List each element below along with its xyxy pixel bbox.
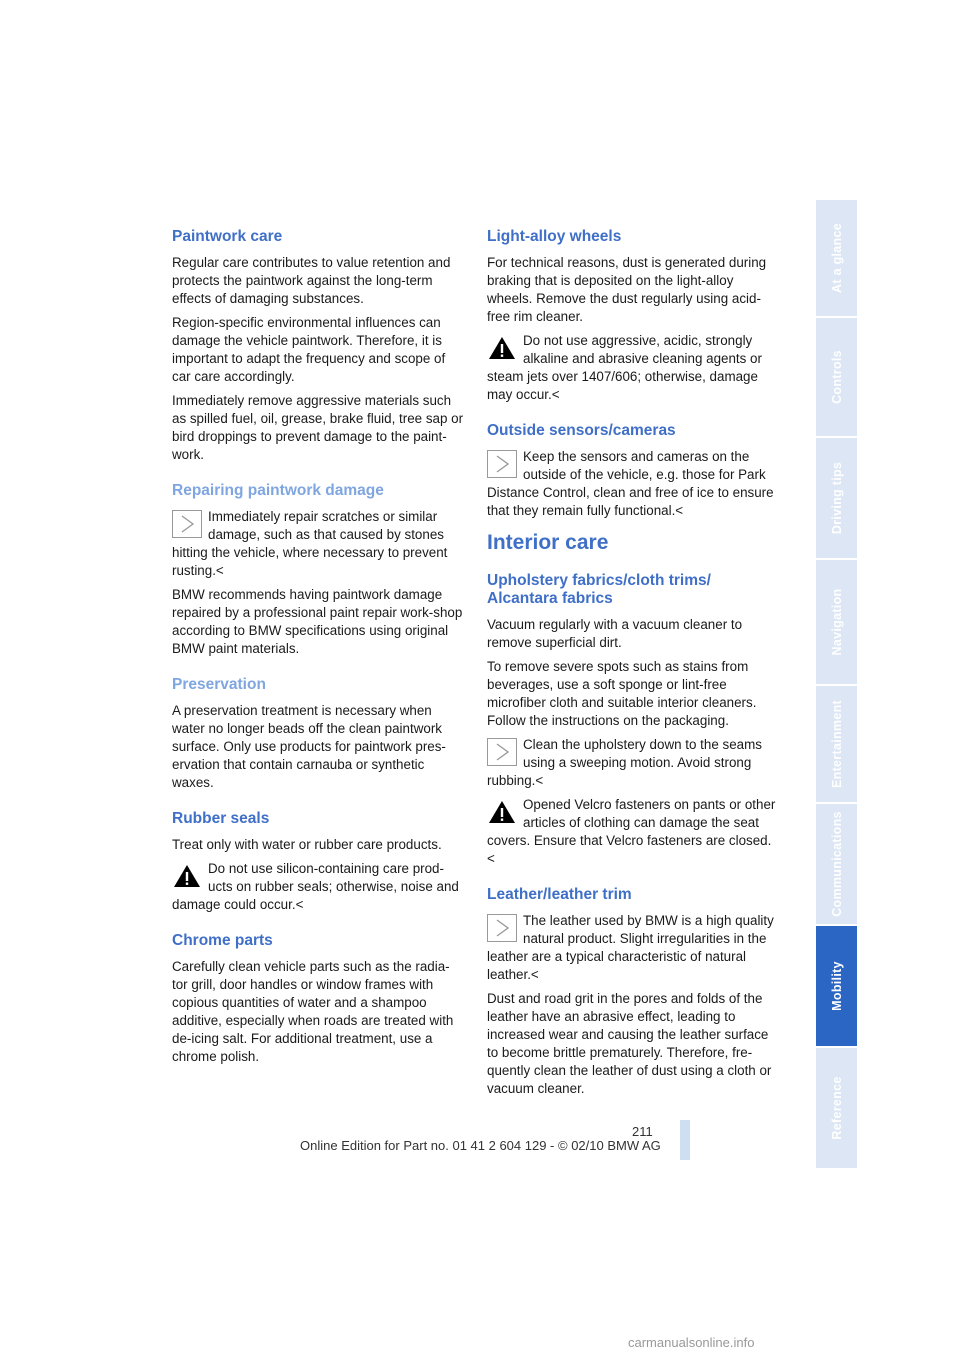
upholstery-note <box>487 736 779 790</box>
interior-care-heading: Interior care <box>487 531 609 554</box>
outside-sensors-heading: Outside sensors/cameras <box>487 422 676 439</box>
tab-at-a-glance[interactable]: At a glance <box>816 198 857 316</box>
upholstery-paragraph-2: To remove severe spots such as stains from beverages, use a soft sponge or lint-free microfiber cloth and suitable interior cleaners. Follow the instructions on the packaging. <box>487 659 757 728</box>
upholstery-note-text: Clean the upholstery down to the seams using a sweeping motion. Avoid strong rubbing.< <box>487 737 762 788</box>
light-alloy-wheels-heading: Light-alloy wheels <box>487 228 622 245</box>
tab-communications[interactable]: Communications <box>816 802 857 924</box>
wheels-warning-text: Do not use aggressive, acidic, strongly alkaline and abrasive cleaning agents or steam jets over 1407/606; otherwise, damage may occur.< <box>487 333 762 402</box>
wheels-warning <box>487 332 779 404</box>
tab-navigation[interactable]: Navigation <box>816 558 857 684</box>
preservation-paragraph: A preservation treatment is necessary when water no longer beads off the clean paintwork surface. Only use products for paintwork pres-ervation that contain carnauba or synthetic waxes. <box>172 703 446 790</box>
warning-triangle-icon <box>172 862 202 890</box>
velcro-warning <box>487 796 779 868</box>
footer-edition: Online Edition for Part no. 01 41 2 604 129 - © 02/10 BMW AG <box>300 1138 661 1153</box>
chapter-tabs <box>816 198 857 1168</box>
wheels-paragraph: For technical reasons, dust is generated during braking that is deposited on the light-alloy wheels. Remove the dust regularly using acid-free rim cleaner. <box>487 255 767 324</box>
paintwork-paragraph-2: Region-specific environmental influences can damage the vehicle paintwork. Therefore, it is important to adapt the frequency and scope of car care accordingly. <box>172 315 446 384</box>
upholstery-heading: Upholstery fabrics/cloth trims/ Alcantara fabrics <box>487 572 711 607</box>
note-arrow-icon <box>487 914 517 942</box>
left-column <box>172 228 464 1072</box>
repair-note <box>172 508 464 580</box>
chrome-paragraph: Carefully clean vehicle parts such as the radia-tor grill, door handles or window frames with copious quantities of water and a shampoo additive, especially when roads are treated with de-icing salt. For additional treatment, use a chrome polish. <box>172 959 454 1064</box>
paintwork-paragraph-3: Immediately remove aggressive materials such as spilled fuel, oil, grease, brake fluid, tree sap or bird droppings to prevent damage to the paint-work. <box>172 393 464 462</box>
rubber-warning <box>172 860 464 914</box>
page-number: 211 <box>632 1124 653 1139</box>
tab-driving-tips[interactable]: Driving tips <box>816 436 857 558</box>
sensors-note <box>487 448 779 520</box>
right-column <box>487 228 779 1104</box>
upholstery-paragraph-1: Vacuum regularly with a vacuum cleaner to remove superficial dirt. <box>487 617 743 650</box>
note-arrow-icon <box>487 738 517 766</box>
leather-heading: Leather/leather trim <box>487 886 632 903</box>
rubber-paragraph: Treat only with water or rubber care products. <box>172 837 442 852</box>
note-arrow-icon <box>487 450 517 478</box>
preservation-heading: Preservation <box>172 676 266 693</box>
paintwork-care-heading: Paintwork care <box>172 228 283 245</box>
tab-controls[interactable]: Controls <box>816 316 857 436</box>
note-arrow-icon <box>172 510 202 538</box>
watermark: carmanualsonline.info <box>628 1335 755 1350</box>
leather-note-text: The leather used by BMW is a high quality natural product. Slight irregularities in the leather are a typical characteristic of natural leather.< <box>487 913 774 982</box>
leather-paragraph: Dust and road grit in the pores and folds of the leather have an abrasive effect, leading to increased wear and causing the leather surface to become brittle prematurely. Therefore, fre-quently clean the leather of dust using a cloth or vacuum cleaner. <box>487 991 772 1096</box>
rubber-seals-heading: Rubber seals <box>172 810 270 827</box>
rubber-warning-text: Do not use silicon-containing care prod-ucts on rubber seals; otherwise, noise and damage could occur.< <box>172 861 459 912</box>
sensors-note-text: Keep the sensors and cameras on the outside of the vehicle, e.g. those for Park Distance Control, clean and free of ice to ensure that they remain fully functional.< <box>487 449 774 518</box>
tab-mobility[interactable]: Mobility <box>816 924 857 1046</box>
tab-entertainment[interactable]: Entertainment <box>816 684 857 802</box>
leather-note <box>487 912 779 984</box>
repair-damage-heading: Repairing paintwork damage <box>172 482 384 499</box>
footer-bar <box>680 1120 690 1160</box>
velcro-warning-text: Opened Velcro fasteners on pants or other articles of clothing can damage the seat covers. Ensure that Velcro fasteners are closed.< <box>487 797 776 866</box>
repair-paragraph: BMW recommends having paintwork damage repaired by a professional paint repair work-shop according to BMW specifications using original BMW paint materials. <box>172 587 463 656</box>
repair-note-text: Immediately repair scratches or similar damage, such as that caused by stones hitting the vehicle, where necessary to prevent rusting.< <box>172 509 448 578</box>
warning-triangle-icon <box>487 798 517 826</box>
chrome-parts-heading: Chrome parts <box>172 932 273 949</box>
paintwork-paragraph-1: Regular care contributes to value retention and protects the paintwork against the long-term effects of damaging substances. <box>172 255 451 306</box>
warning-triangle-icon <box>487 334 517 362</box>
tab-reference[interactable]: Reference <box>816 1046 857 1168</box>
